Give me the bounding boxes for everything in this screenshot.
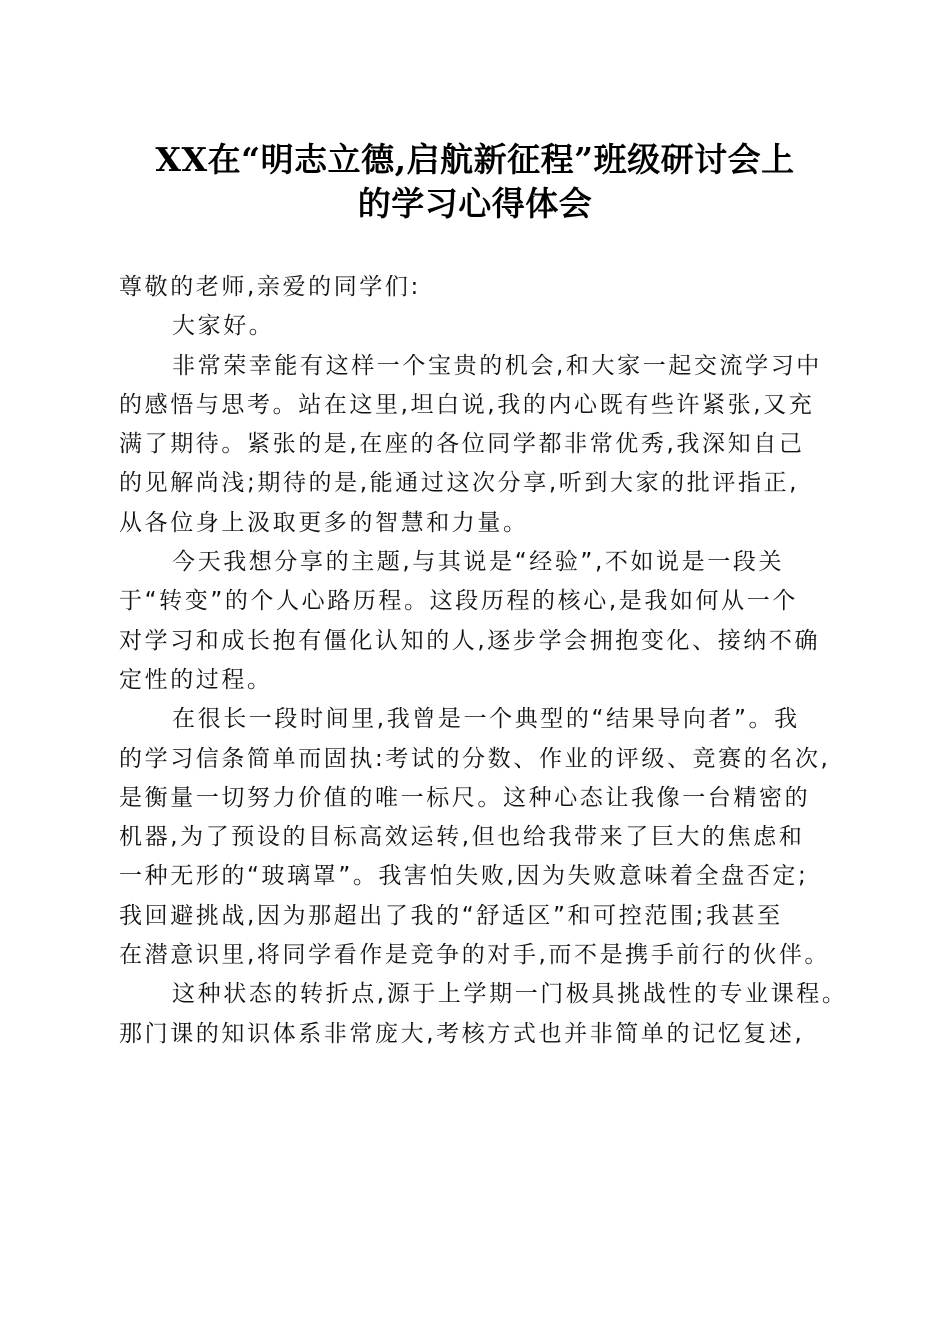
body-line: 对学习和成长抱有僵化认知的人,逐步学会拥抱变化、接纳不确 (119, 627, 821, 654)
body-line: 今天我想分享的主题,与其说是“经验”,不如说是一段关 (172, 549, 785, 576)
body-line: 的感悟与思考。站在这里,坦白说,我的内心既有些许紧张,又充 (119, 391, 815, 418)
body-line: 是衡量一切努力价值的唯一标尺。这种心态让我像一台精密的 (119, 784, 811, 811)
body-line: 定性的过程。 (119, 666, 273, 693)
body-line: 于“转变”的个人心路历程。这段历程的核心,是我如何从一个 (119, 588, 798, 615)
body-line: 从各位身上汲取更多的智慧和力量。 (119, 509, 529, 536)
body-line: 的见解尚浅;期待的是,能通过这次分享,听到大家的批评指正, (119, 470, 800, 497)
body-line: 在潜意识里,将同学看作是竞争的对手,而不是携手前行的伙伴。 (119, 942, 831, 969)
body-line: 这种状态的转折点,源于上学期一门极具挑战性的专业课程。 (172, 981, 848, 1008)
document-body (119, 268, 848, 1054)
title-line-2: 的学习心得体会 (357, 184, 593, 223)
body-line: 尊敬的老师,亲爱的同学们: (119, 274, 421, 300)
body-line: 的学习信条简单而固执:考试的分数、作业的评级、竞赛的名次, (119, 745, 831, 772)
document-title (100, 138, 850, 226)
body-line: 在很长一段时间里,我曾是一个典型的“结果导向者”。我 (172, 706, 800, 733)
body-line: 满了期待。紧张的是,在座的各位同学都非常优秀,我深知自己 (119, 431, 805, 458)
body-line: 那门课的知识体系非常庞大,考核方式也并非简单的记忆复述, (119, 1020, 805, 1047)
body-line: 一种无形的“玻璃罩”。我害怕失败,因为失败意味着全盘否定; (119, 863, 809, 890)
body-line: 我回避挑战,因为那超出了我的“舒适区”和可控范围;我甚至 (119, 902, 783, 929)
body-line: 机器,为了预设的目标高效运转,但也给我带来了巨大的焦虑和 (119, 824, 805, 851)
body-line: 非常荣幸能有这样一个宝贵的机会,和大家一起交流学习中 (172, 352, 822, 379)
body-line: 大家好。 (172, 313, 275, 340)
title-line-1: XX在“明志立德,启航新征程”班级研讨会上 (155, 140, 795, 179)
